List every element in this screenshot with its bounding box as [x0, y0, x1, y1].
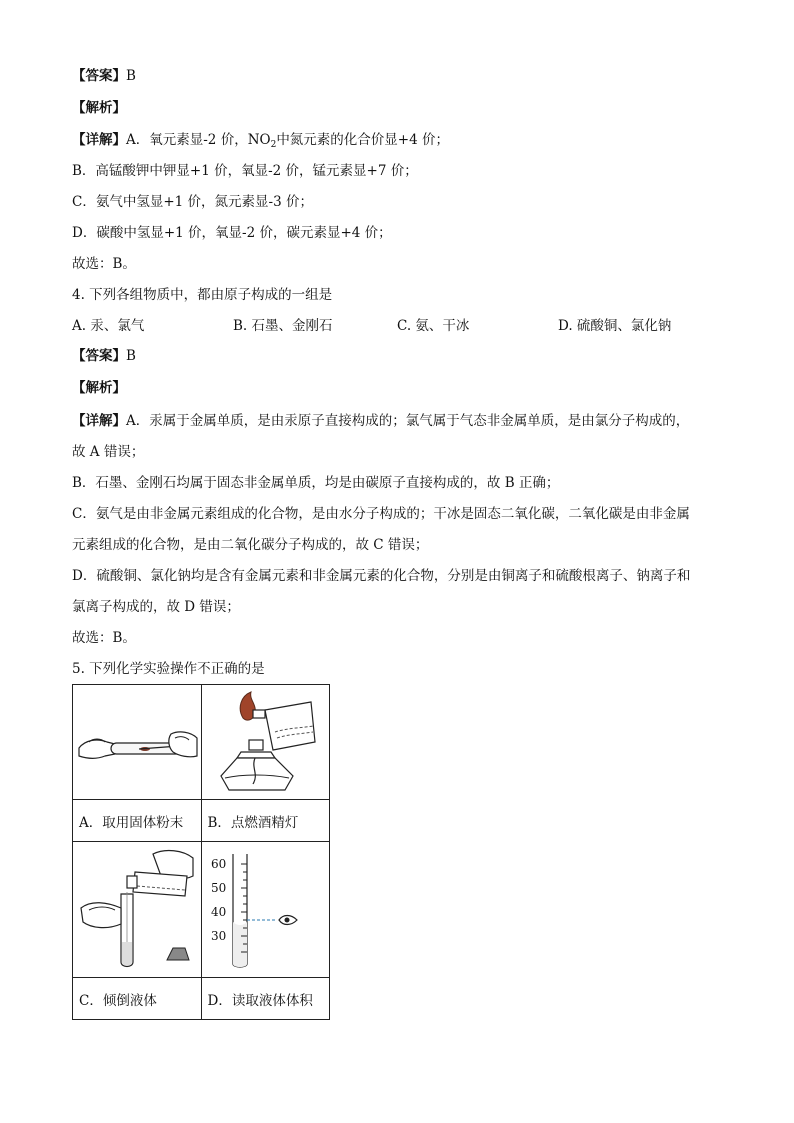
- q5-cell-c-image: [73, 842, 202, 978]
- q4-detail-d2: 氯离子构成的，故 D 错误；: [72, 599, 240, 615]
- q4-answer-label: 【答案】: [72, 348, 126, 364]
- q3-answer-line: [72, 66, 136, 86]
- q3-analysis-label: 【解析】: [72, 100, 126, 116]
- tick-label-50: 50: [211, 880, 227, 895]
- q5-cell-d-caption: D．读取液体体积: [201, 978, 330, 1020]
- q4-conclusion: 故选：B。: [72, 630, 136, 646]
- q4-option-a: A. 汞、氯气: [72, 318, 145, 334]
- q5-cell-d-image: [201, 842, 330, 978]
- q4-detail-a2: 故 A 错误；: [72, 444, 145, 460]
- tick-label-60: 60: [211, 856, 227, 871]
- q5-cell-b-image: [201, 685, 330, 800]
- graduated-cylinder-icon: [203, 846, 327, 974]
- tick-label-40: 40: [211, 904, 227, 919]
- q4-detail-a1: 【详解】A．汞属于金属单质，是由汞原子直接构成的；氯气属于气态非金属单质，是由氯分子构成的，: [72, 413, 690, 429]
- test-tube-powder-icon: [75, 712, 199, 772]
- q4-option-b: B. 石墨、金刚石: [233, 318, 333, 334]
- q4-option-d: D. 硫酸铜、氯化钠: [558, 318, 672, 334]
- pouring-liquid-icon: [75, 846, 199, 974]
- q4-detail-b: B．石墨、金刚石均属于固态非金属单质，均是由碳原子直接构成的，故 B 正确；: [72, 475, 560, 491]
- q4-detail-d1: D．硫酸铜、氯化钠均是含有金属元素和非金属元素的化合物，分别是由铜离子和硫酸根离子、钠离子和: [72, 568, 691, 584]
- q3-conclusion: 故选：B。: [72, 256, 136, 272]
- q4-answer-value: B: [126, 348, 136, 364]
- q5-cell-a-caption: A．取用固体粉末: [73, 800, 202, 842]
- q3-detail-b: B．高锰酸钾中钾显+1 价，氧显-2 价，锰元素显+7 价；: [72, 163, 418, 179]
- q5-cell-c-caption: C．倾倒液体: [73, 978, 202, 1020]
- q4-answer-line: [72, 346, 136, 366]
- q4-question: 4. 下列各组物质中，都由原子构成的一组是: [72, 287, 333, 303]
- q4-analysis-label: 【解析】: [72, 380, 126, 396]
- q5-question: 5. 下列化学实验操作不正确的是: [72, 661, 265, 677]
- q3-answer-label: 【答案】: [72, 68, 126, 84]
- q5-options-table: [72, 684, 330, 1020]
- tick-label-30: 30: [211, 928, 227, 943]
- q3-detail-a: 【详解】A．氧元素显-2 价，$NO_2$中氮元素的化合价显+4 价；: [72, 132, 450, 150]
- q4-detail-label: 【详解】: [72, 413, 126, 429]
- alcohol-lamp-icon: [203, 688, 327, 796]
- q5-cell-b-caption: B．点燃酒精灯: [201, 800, 330, 842]
- q4-detail-c1: C．氨气是由非金属元素组成的化合物，是由水分子构成的；干冰是固态二氧化碳，二氧化碳是由非金属: [72, 506, 690, 522]
- q4-detail-c2: 元素组成的化合物，是由二氧化碳分子构成的，故 C 错误；: [72, 537, 429, 553]
- q3-detail-c: C．氨气中氢显+1 价，氮元素显-3 价；: [72, 194, 313, 210]
- q3-detail-d: D．碳酸中氢显+1 价，氧显-2 价，碳元素显+4 价；: [72, 225, 392, 241]
- q5-cell-a-image: [73, 685, 202, 800]
- q3-detail-label: 【详解】: [72, 132, 126, 148]
- q4-option-c: C. 氨、干冰: [397, 318, 470, 334]
- q3-answer-value: B: [126, 68, 136, 84]
